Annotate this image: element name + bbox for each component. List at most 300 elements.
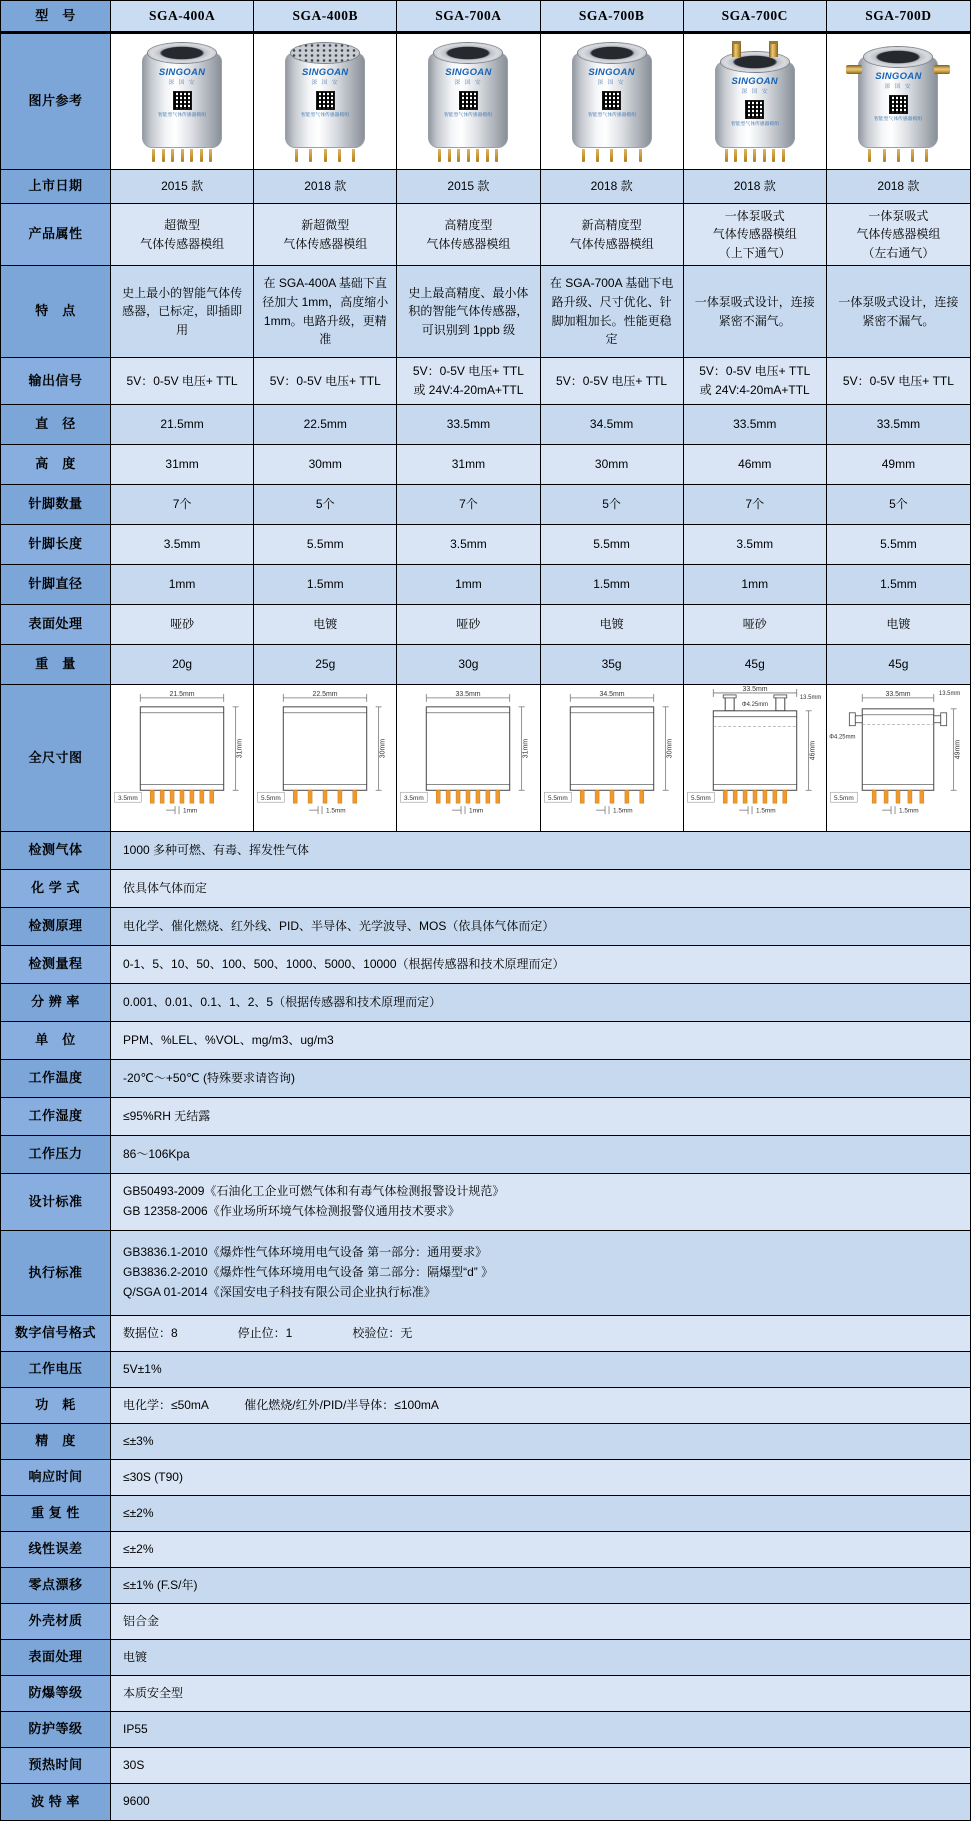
weight-value: 25g bbox=[254, 645, 397, 684]
value-line: ≤±2% bbox=[123, 1541, 154, 1556]
value-line: （上下通气） bbox=[718, 245, 791, 260]
weight-value: 30g bbox=[397, 645, 540, 684]
value-line: 电化学：≤50mA 催化燃烧/红外/PID/半导体：≤100mA bbox=[123, 1397, 439, 1412]
output-signal-value bbox=[827, 358, 970, 404]
pin bbox=[753, 149, 756, 162]
value-line: 电镀 bbox=[123, 1649, 148, 1664]
working-voltage-value bbox=[111, 1352, 970, 1387]
output-signal-value bbox=[254, 358, 397, 404]
value-line: 9600 bbox=[123, 1794, 150, 1809]
spec-row-features bbox=[1, 266, 970, 358]
release-date-value: 2018 款 bbox=[541, 170, 684, 203]
pin bbox=[624, 149, 627, 162]
shell-material-value bbox=[111, 1604, 970, 1639]
height-value: 30mm bbox=[254, 445, 397, 484]
sensor-illustration bbox=[851, 41, 945, 163]
output-signal-value bbox=[111, 358, 254, 404]
pin bbox=[295, 149, 298, 162]
response-time-value bbox=[111, 1460, 970, 1495]
row-label-zero-drift: 零点漂移 bbox=[1, 1568, 111, 1603]
value-line: 5V：0-5V 电压+ TTL bbox=[269, 373, 381, 388]
brand-logo: SINGOAN bbox=[158, 66, 206, 78]
weight-value: 45g bbox=[827, 645, 970, 684]
row-label-pin-diameter: 针脚直径 bbox=[1, 565, 111, 604]
model-header-sga-400b: SGA-400B bbox=[254, 1, 397, 31]
row-label-weight: 重 量 bbox=[1, 645, 111, 684]
row-label-diameter: 直 径 bbox=[1, 405, 111, 444]
row-shell-material bbox=[1, 1604, 970, 1640]
spec-row-surface-finish bbox=[1, 605, 970, 645]
pin bbox=[782, 149, 785, 162]
qr-code bbox=[602, 91, 621, 110]
product-attribute-value bbox=[684, 204, 827, 265]
value-line: 数据位：8 停止位：1 校验位：无 bbox=[123, 1325, 413, 1340]
zero-drift-value bbox=[111, 1568, 970, 1603]
pin-count-value: 5个 bbox=[541, 485, 684, 524]
value-line: ≤30S (T90) bbox=[123, 1469, 183, 1484]
pin bbox=[596, 149, 599, 162]
diameter-value: 33.5mm bbox=[397, 405, 540, 444]
row-detection-range bbox=[1, 946, 970, 984]
row-label-product-attribute: 产品属性 bbox=[1, 204, 111, 265]
sensor-pins bbox=[868, 149, 928, 162]
row-label-working-pressure: 工作压力 bbox=[1, 1136, 111, 1173]
svg-text:33.5mm: 33.5mm bbox=[742, 685, 768, 693]
row-detection-principle bbox=[1, 908, 970, 946]
value-line: IP55 bbox=[123, 1721, 148, 1736]
sensor-body bbox=[428, 53, 508, 148]
power-consumption-value bbox=[111, 1388, 970, 1423]
svg-text:Φ4.25mm: Φ4.25mm bbox=[741, 701, 768, 708]
pin bbox=[438, 149, 441, 162]
svg-text:13.5mm: 13.5mm bbox=[799, 694, 822, 701]
row-design-standard bbox=[1, 1174, 970, 1231]
working-temperature-value bbox=[111, 1060, 970, 1097]
sensor-illustration bbox=[278, 41, 372, 163]
spec-row-pin-diameter bbox=[1, 565, 970, 605]
release-date-value: 2015 款 bbox=[397, 170, 540, 203]
svg-text:Φ4.25mm: Φ4.25mm bbox=[829, 734, 856, 741]
row-label-response-time: 响应时间 bbox=[1, 1460, 111, 1495]
value-line: 电化学、催化燃烧、红外线、PID、半导体、光学波导、MOS（依具体气体而定） bbox=[123, 918, 555, 933]
sensor-illustration bbox=[708, 41, 802, 163]
model-header-sga-700a: SGA-700A bbox=[397, 1, 540, 31]
row-label-resolution: 分 辨 率 bbox=[1, 984, 111, 1021]
value-line: 气体传感器模组 bbox=[856, 227, 941, 242]
pin-length-value: 3.5mm bbox=[397, 525, 540, 564]
linearity-error-value bbox=[111, 1532, 970, 1567]
surface-finish-value: 哑砂 bbox=[684, 605, 827, 644]
row-accuracy bbox=[1, 1424, 970, 1460]
dimension-diagram-sga-700b bbox=[541, 685, 684, 831]
row-execution-standard bbox=[1, 1231, 970, 1316]
brand-logo-cn: 深 国 安 bbox=[884, 82, 913, 89]
product-photo-sga-700a bbox=[397, 34, 540, 169]
execution-standard-value bbox=[111, 1231, 970, 1315]
row-label-working-voltage: 工作电压 bbox=[1, 1352, 111, 1387]
value-line: 气体传感器模组 bbox=[283, 236, 368, 251]
output-signal-value bbox=[397, 358, 540, 404]
row-label-working-temperature: 工作温度 bbox=[1, 1060, 111, 1097]
value-line: 或 24V:4-20mA+TTL bbox=[699, 383, 810, 397]
pin-length-value: 5.5mm bbox=[827, 525, 970, 564]
features-value: 史上最小的智能气体传感器，已标定，即插即用 bbox=[111, 266, 254, 357]
product-photo-sga-400b bbox=[254, 34, 397, 169]
svg-text:3.5mm: 3.5mm bbox=[118, 795, 138, 803]
spec-row-output-signal bbox=[1, 358, 970, 405]
product-photo-sga-400a bbox=[111, 34, 254, 169]
sensor-caption: 智能型气体传感器模组 bbox=[444, 111, 493, 117]
value-line: ≤95%RH 无结露 bbox=[123, 1108, 211, 1123]
features-value: 在 SGA-700A 基础下电路升级、尺寸优化、针脚加粗加长。性能更稳定 bbox=[541, 266, 684, 357]
spec-row-height bbox=[1, 445, 970, 485]
value-line: 5V：0-5V 电压+ TTL bbox=[556, 373, 668, 388]
value-line: 气体传感器模组 bbox=[569, 236, 654, 251]
value-line: PPM、%LEL、%VOL、mg/m3、ug/m3 bbox=[123, 1032, 334, 1047]
row-linearity-error bbox=[1, 1532, 970, 1568]
surface-finish-value: 电镀 bbox=[827, 605, 970, 644]
model-header-sga-700c: SGA-700C bbox=[684, 1, 827, 31]
height-value: 31mm bbox=[111, 445, 254, 484]
preheat-time-value bbox=[111, 1748, 970, 1783]
diagram-svg bbox=[398, 685, 538, 831]
pin-length-value: 3.5mm bbox=[684, 525, 827, 564]
value-line: 气体传感器模组 bbox=[140, 236, 225, 251]
pin-length-value: 5.5mm bbox=[254, 525, 397, 564]
row-zero-drift bbox=[1, 1568, 970, 1604]
surface-finish-value: 电镀 bbox=[541, 605, 684, 644]
product-attribute-value bbox=[397, 204, 540, 265]
svg-text:1.5mm: 1.5mm bbox=[612, 807, 633, 815]
pin bbox=[467, 149, 470, 162]
row-baud-rate bbox=[1, 1784, 970, 1820]
row-label-power-consumption: 功 耗 bbox=[1, 1388, 111, 1423]
brand-logo: SINGOAN bbox=[588, 66, 635, 78]
sensor-body bbox=[285, 53, 365, 148]
value-line: GB50493-2009《石油化工企业可燃气体和有毒气体检测报警设计规范》 bbox=[123, 1184, 505, 1199]
pin-count-value: 7个 bbox=[111, 485, 254, 524]
row-surface-treatment bbox=[1, 1640, 970, 1676]
chemical-formula-value bbox=[111, 870, 970, 907]
row-label-repeatability: 重 复 性 bbox=[1, 1496, 111, 1531]
value-line: （左右通气） bbox=[862, 245, 935, 260]
row-label-preheat-time: 预热时间 bbox=[1, 1748, 111, 1783]
pin-diameter-value: 1.5mm bbox=[254, 565, 397, 604]
svg-text:1mm: 1mm bbox=[183, 807, 198, 815]
detection-principle-value bbox=[111, 908, 970, 945]
svg-text:33.5mm: 33.5mm bbox=[885, 690, 911, 698]
pin bbox=[200, 149, 203, 162]
diameter-value: 34.5mm bbox=[541, 405, 684, 444]
spec-row-weight bbox=[1, 645, 970, 685]
pin-count-value: 7个 bbox=[397, 485, 540, 524]
pin bbox=[152, 149, 155, 162]
value-line: -20℃～+50℃ (特殊要求请咨询) bbox=[123, 1070, 295, 1085]
svg-text:21.5mm: 21.5mm bbox=[169, 690, 195, 698]
svg-text:13.5mm: 13.5mm bbox=[939, 690, 961, 697]
sensor-caption: 智能型气体传感器模组 bbox=[874, 115, 923, 121]
value-line: 30S bbox=[123, 1757, 145, 1772]
row-label-design-standard: 设计标准 bbox=[1, 1174, 111, 1230]
model-header-sga-700d: SGA-700D bbox=[827, 1, 970, 31]
brand-logo-cn: 深 国 安 bbox=[454, 78, 483, 85]
svg-text:30mm: 30mm bbox=[666, 738, 674, 759]
svg-text:34.5mm: 34.5mm bbox=[599, 690, 625, 698]
row-working-pressure bbox=[1, 1136, 970, 1174]
qr-code bbox=[459, 91, 478, 110]
row-label-height: 高 度 bbox=[1, 445, 111, 484]
sensor-pins bbox=[582, 149, 642, 162]
detection-range-value bbox=[111, 946, 970, 983]
pin bbox=[495, 149, 498, 162]
pin bbox=[925, 149, 928, 162]
output-signal-value bbox=[541, 358, 684, 404]
sensor-body bbox=[572, 53, 652, 148]
pin-count-value: 5个 bbox=[254, 485, 397, 524]
sensor-caption: 智能型气体传感器模组 bbox=[158, 111, 207, 117]
digital-signal-format-value bbox=[111, 1316, 970, 1351]
qr-code bbox=[316, 91, 335, 110]
value-line: 高精度型 bbox=[444, 217, 493, 232]
row-label-shell-material: 外壳材质 bbox=[1, 1604, 111, 1639]
brand-logo-cn: 深 国 安 bbox=[168, 78, 196, 85]
row-label-features: 特 点 bbox=[1, 266, 111, 357]
row-label-detected-gases: 检测气体 bbox=[1, 832, 111, 869]
row-label-digital-signal-format: 数字信号格式 bbox=[1, 1316, 111, 1351]
row-detected-gases bbox=[1, 832, 970, 870]
value-line: GB3836.2-2010《爆炸性气体环境用电气设备 第二部分：隔爆型“d” 》 bbox=[123, 1265, 494, 1280]
row-label-explosion-proof-grade: 防爆等级 bbox=[1, 1676, 111, 1711]
pin bbox=[352, 149, 355, 162]
pin bbox=[911, 149, 914, 162]
svg-text:49mm: 49mm bbox=[954, 739, 962, 760]
svg-text:31mm: 31mm bbox=[522, 738, 530, 759]
pin-diameter-value: 1.5mm bbox=[541, 565, 684, 604]
value-line: GB 12358-2006《作业场所环境气体检测报警仪通用技术要求》 bbox=[123, 1204, 460, 1218]
weight-value: 35g bbox=[541, 645, 684, 684]
brand-logo: SINGOAN bbox=[445, 66, 492, 78]
row-label-pin-length: 针脚长度 bbox=[1, 525, 111, 564]
pin bbox=[448, 149, 451, 162]
sensor-top-cap bbox=[148, 43, 216, 63]
pin-diameter-value: 1mm bbox=[111, 565, 254, 604]
features-value: 一体泵吸式设计，连接紧密不漏气。 bbox=[684, 266, 827, 357]
product-photo-sga-700d bbox=[827, 34, 970, 169]
diameter-value: 21.5mm bbox=[111, 405, 254, 444]
pump-tube bbox=[934, 65, 950, 74]
resolution-value bbox=[111, 984, 970, 1021]
brand-logo: SINGOAN bbox=[875, 70, 922, 82]
diameter-value: 22.5mm bbox=[254, 405, 397, 444]
row-label-working-humidity: 工作湿度 bbox=[1, 1098, 111, 1135]
working-humidity-value bbox=[111, 1098, 970, 1135]
pin bbox=[457, 149, 460, 162]
row-label-unit: 单 位 bbox=[1, 1022, 111, 1059]
svg-text:33.5mm: 33.5mm bbox=[455, 690, 481, 698]
pin-count-value: 7个 bbox=[684, 485, 827, 524]
row-label-output-signal: 输出信号 bbox=[1, 358, 111, 404]
row-label-accuracy: 精 度 bbox=[1, 1424, 111, 1459]
value-line: 超微型 bbox=[164, 217, 201, 232]
product-attribute-value bbox=[111, 204, 254, 265]
row-working-voltage bbox=[1, 1352, 970, 1388]
value-line: 5V：0-5V 电压+ TTL bbox=[126, 373, 238, 388]
release-date-value: 2018 款 bbox=[684, 170, 827, 203]
brand-logo-cn: 深 国 安 bbox=[740, 87, 769, 94]
spec-row-release-date bbox=[1, 170, 970, 204]
value-line: 一体泵吸式 bbox=[868, 208, 929, 223]
pin bbox=[610, 149, 613, 162]
value-line: 5V±1% bbox=[123, 1361, 162, 1376]
dimension-diagram-sga-400b bbox=[254, 685, 397, 831]
value-line: 气体传感器模组 bbox=[426, 236, 511, 251]
height-value: 31mm bbox=[397, 445, 540, 484]
value-line: 气体传感器模组 bbox=[712, 227, 797, 242]
svg-text:1.5mm: 1.5mm bbox=[326, 807, 346, 815]
sensor-top-cap bbox=[578, 43, 646, 63]
svg-text:5.5mm: 5.5mm bbox=[547, 795, 568, 803]
row-label-protection-grade: 防护等级 bbox=[1, 1712, 111, 1747]
model-header-sga-700b: SGA-700B bbox=[541, 1, 684, 31]
value-line: 5V：0-5V 电压+ TTL bbox=[699, 364, 811, 379]
diagram-svg bbox=[685, 685, 825, 831]
svg-text:22.5mm: 22.5mm bbox=[312, 690, 338, 698]
sensor-illustration bbox=[135, 41, 229, 163]
pin bbox=[338, 149, 341, 162]
repeatability-value bbox=[111, 1496, 970, 1531]
row-response-time bbox=[1, 1460, 970, 1496]
sensor-pins bbox=[725, 149, 785, 162]
brand-logo-cn: 深 国 安 bbox=[311, 78, 340, 85]
row-label-detection-range: 检测量程 bbox=[1, 946, 111, 983]
pump-tube bbox=[732, 41, 741, 57]
pin bbox=[763, 149, 766, 162]
svg-text:1mm: 1mm bbox=[469, 807, 484, 815]
value-line: ≤±2% bbox=[123, 1505, 154, 1520]
sensor-caption: 智能型气体传感器模组 bbox=[301, 111, 350, 117]
value-line: 5V：0-5V 电压+ TTL bbox=[412, 364, 524, 379]
svg-text:1.5mm: 1.5mm bbox=[899, 807, 920, 815]
pin-diameter-value: 1.5mm bbox=[827, 565, 970, 604]
photo-row-label: 图片参考 bbox=[1, 34, 111, 169]
row-working-humidity bbox=[1, 1098, 970, 1136]
pin bbox=[734, 149, 737, 162]
product-attribute-value bbox=[827, 204, 970, 265]
pin bbox=[209, 149, 212, 162]
brand-logo: SINGOAN bbox=[302, 66, 349, 78]
pin bbox=[868, 149, 871, 162]
svg-text:3.5mm: 3.5mm bbox=[404, 795, 425, 803]
row-label-surface-finish: 表面处理 bbox=[1, 605, 111, 644]
row-digital-signal-format bbox=[1, 1316, 970, 1352]
dimension-diagram-sga-700d bbox=[827, 685, 970, 831]
dimension-diagram-sga-700a bbox=[397, 685, 540, 831]
release-date-value: 2015 款 bbox=[111, 170, 254, 203]
spec-row-diameter bbox=[1, 405, 970, 445]
sensor-top-cap bbox=[434, 43, 502, 63]
sensor-body bbox=[715, 62, 795, 148]
diagram-svg bbox=[542, 685, 682, 831]
value-line: ≤±1% (F.S/年) bbox=[123, 1577, 198, 1592]
diameter-value: 33.5mm bbox=[684, 405, 827, 444]
surface-finish-value: 哑砂 bbox=[111, 605, 254, 644]
header-label-cell: 型 号 bbox=[1, 1, 111, 31]
diagram-svg bbox=[255, 685, 395, 831]
spec-row-product-attribute bbox=[1, 204, 970, 266]
svg-text:30mm: 30mm bbox=[379, 738, 387, 759]
header-row bbox=[1, 1, 970, 34]
surface-finish-value: 哑砂 bbox=[397, 605, 540, 644]
sensor-pins bbox=[152, 149, 212, 162]
pin-length-value: 3.5mm bbox=[111, 525, 254, 564]
height-value: 49mm bbox=[827, 445, 970, 484]
value-line: 铝合金 bbox=[123, 1613, 160, 1628]
diameter-value: 33.5mm bbox=[827, 405, 970, 444]
value-line: 依具体气体而定 bbox=[123, 880, 208, 895]
weight-value: 45g bbox=[684, 645, 827, 684]
svg-text:5.5mm: 5.5mm bbox=[261, 795, 281, 803]
row-unit bbox=[1, 1022, 970, 1060]
qr-code bbox=[745, 100, 764, 119]
detected-gases-value bbox=[111, 832, 970, 869]
pin-length-value: 5.5mm bbox=[541, 525, 684, 564]
value-line: ≤±3% bbox=[123, 1433, 154, 1448]
value-line: 一体泵吸式 bbox=[724, 208, 785, 223]
sensor-pins bbox=[295, 149, 355, 162]
svg-text:46mm: 46mm bbox=[809, 740, 817, 761]
features-value: 在 SGA-400A 基础下直径加大 1mm，高度缩小 1mm。电路升级，更精准 bbox=[254, 266, 397, 357]
photo-row bbox=[1, 34, 970, 170]
sensor-illustration bbox=[421, 41, 515, 163]
pin bbox=[582, 149, 585, 162]
sensor-top-cap bbox=[864, 47, 932, 67]
dimension-diagram-sga-700c bbox=[684, 685, 827, 831]
row-power-consumption bbox=[1, 1388, 970, 1424]
sensor-body bbox=[142, 53, 222, 148]
svg-text:5.5mm: 5.5mm bbox=[690, 795, 711, 803]
output-signal-value bbox=[684, 358, 827, 404]
diagram-row-label: 全尺寸图 bbox=[1, 685, 111, 831]
row-label-release-date: 上市日期 bbox=[1, 170, 111, 203]
spec-row-pin-length bbox=[1, 525, 970, 565]
brand-logo: SINGOAN bbox=[731, 75, 778, 87]
sensor-body bbox=[858, 57, 938, 148]
features-value: 史上最高精度、最小体积的智能气体传感器，可识别到 1ppb 级 bbox=[397, 266, 540, 357]
value-line: 5V：0-5V 电压+ TTL bbox=[842, 373, 954, 388]
svg-text:1.5mm: 1.5mm bbox=[755, 807, 776, 815]
pin-count-value: 5个 bbox=[827, 485, 970, 524]
surface-treatment-value bbox=[111, 1640, 970, 1675]
baud-rate-value bbox=[111, 1784, 970, 1820]
value-line: 86～106Kpa bbox=[123, 1146, 190, 1161]
dimension-diagram-sga-400a bbox=[111, 685, 254, 831]
pin-diameter-value: 1mm bbox=[684, 565, 827, 604]
sensor-caption: 智能型气体传感器模组 bbox=[587, 111, 636, 117]
diagram-svg bbox=[828, 685, 968, 831]
accuracy-value bbox=[111, 1424, 970, 1459]
row-protection-grade bbox=[1, 1712, 970, 1748]
unit-value bbox=[111, 1022, 970, 1059]
surface-finish-value: 电镀 bbox=[254, 605, 397, 644]
row-label-pin-count: 针脚数量 bbox=[1, 485, 111, 524]
value-line: 新超微型 bbox=[301, 217, 350, 232]
pin bbox=[162, 149, 165, 162]
diagram-svg bbox=[112, 685, 252, 831]
features-value: 一体泵吸式设计，连接紧密不漏气。 bbox=[827, 266, 970, 357]
height-value: 46mm bbox=[684, 445, 827, 484]
product-photo-sga-700c bbox=[684, 34, 827, 169]
row-explosion-proof-grade bbox=[1, 1676, 970, 1712]
